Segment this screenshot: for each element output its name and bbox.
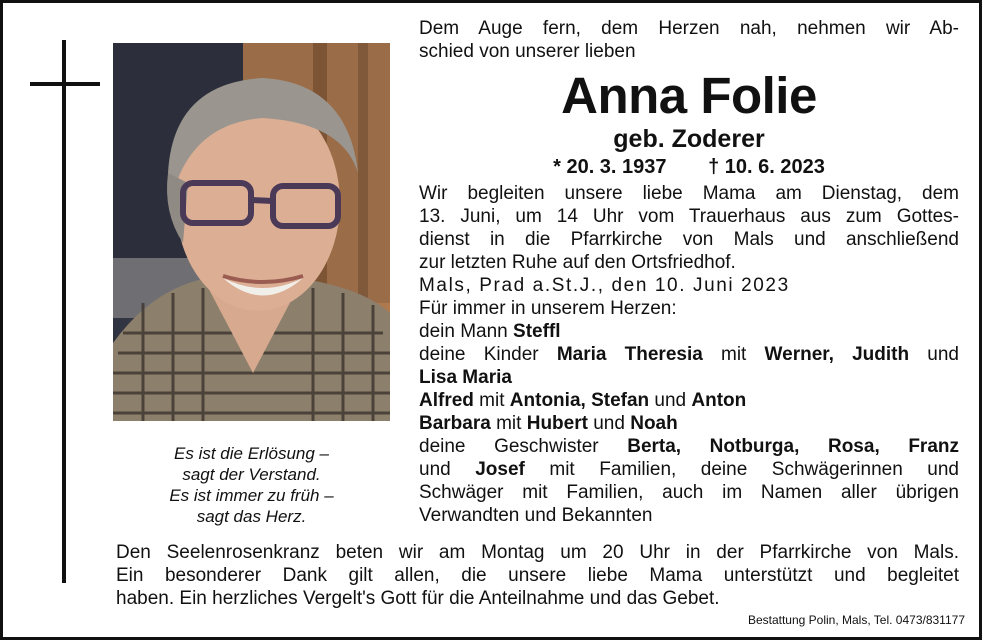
closing-line: Ein besonderer Dank gilt allen, die unsere liebe Mama unterstützt und begleitet (116, 565, 959, 586)
mourner-line (419, 320, 959, 343)
funeral-line: 13. Juni, um 14 Uhr vom Trauerhaus aus zum Gottes- (419, 206, 959, 227)
mourner-line (419, 389, 959, 412)
mourner-text: mit (490, 413, 527, 434)
deceased-name: Anna Folie (561, 67, 817, 124)
cross-horizontal-bar (30, 82, 100, 86)
closing-line: haben. Ein herzliches Vergelt's Gott für die Anteilnahme und das Gebet. (116, 588, 720, 609)
verse-line: sagt das Herz. (196, 507, 307, 526)
heart-line: Für immer in unserem Herzen: (419, 298, 677, 319)
mourner-line (419, 458, 959, 481)
birth-name: geb. Zoderer (613, 125, 765, 153)
mourner-name: Alfred (419, 390, 474, 411)
birth-date: * 20. 3. 1937 (553, 156, 667, 178)
death-date: † 10. 6. 2023 (708, 156, 825, 178)
funeral-line: zur letzten Ruhe auf den Ortsfriedhof. (419, 252, 736, 273)
place-date: Mals, Prad a.St.J., den 10. Juni 2023 (419, 275, 790, 296)
life-dates (419, 154, 959, 180)
verse-line: sagt der Verstand. (182, 465, 321, 484)
mourner-text: dein Mann (419, 321, 514, 342)
mourner-name: Barbara (419, 413, 491, 434)
mourner-name: Werner, Judith (764, 344, 910, 365)
closing-line: Den Seelenrosenkranz beten wir am Montag um 20 Uhr in der Pfarrkirche von Mals. (116, 542, 959, 563)
mourner-name: Lisa Maria (419, 367, 512, 388)
mourner-text: mit Familien, deine Schwägerinnen und (524, 459, 959, 480)
mourner-line (419, 412, 959, 435)
mourner-text: mit (473, 390, 510, 411)
mourner-name: Antonia, Stefan (509, 390, 650, 411)
notice-text (419, 17, 959, 527)
intro-line: schied von unserer lieben (419, 41, 636, 62)
mourner-line: Verwandten und Bekannten (419, 505, 653, 526)
mourner-line (419, 435, 959, 458)
mourner-name: Noah (630, 413, 678, 434)
mourner-name: Anton (691, 390, 747, 411)
mourner-text: und (649, 390, 692, 411)
intro-line: Dem Auge fern, dem Herzen nah, nehmen wir Ab- (419, 18, 959, 39)
mourner-text: deine Kinder (419, 344, 557, 365)
verse-line: Es ist die Erlösung – (174, 444, 329, 463)
mourner-name: Josef (475, 459, 525, 480)
funeral-line: Wir begleiten unsere liebe Mama am Dienstag, dem (419, 183, 959, 204)
mourner-text: und (419, 459, 476, 480)
verse-line: Es ist immer zu früh – (169, 486, 334, 505)
mourner-text: und (909, 344, 959, 365)
cross-vertical-bar (62, 40, 66, 583)
mourner-text: deine Geschwister (419, 436, 628, 457)
mourner-name: Maria Theresia (556, 344, 703, 365)
mourner-text: mit (702, 344, 765, 365)
funeral-line: dienst in die Pfarrkirche von Mals und anschließend (419, 229, 959, 250)
memorial-verse (113, 443, 390, 527)
mourner-line (419, 343, 959, 366)
funeral-home-credit: Bestattung Polin, Mals, Tel. 0473/831177 (747, 613, 965, 627)
portrait-photo (113, 43, 390, 421)
mourner-name: Berta, Notburga, Rosa, Franz (627, 436, 959, 457)
mourner-text: und (587, 413, 631, 434)
closing-text (116, 541, 959, 610)
mourner-name: Hubert (526, 413, 588, 434)
mourner-line: Schwäger mit Familien, auch im Namen aller übrigen (419, 482, 959, 503)
mourner-name: Steffl (513, 321, 561, 342)
mourner-line (419, 366, 959, 389)
